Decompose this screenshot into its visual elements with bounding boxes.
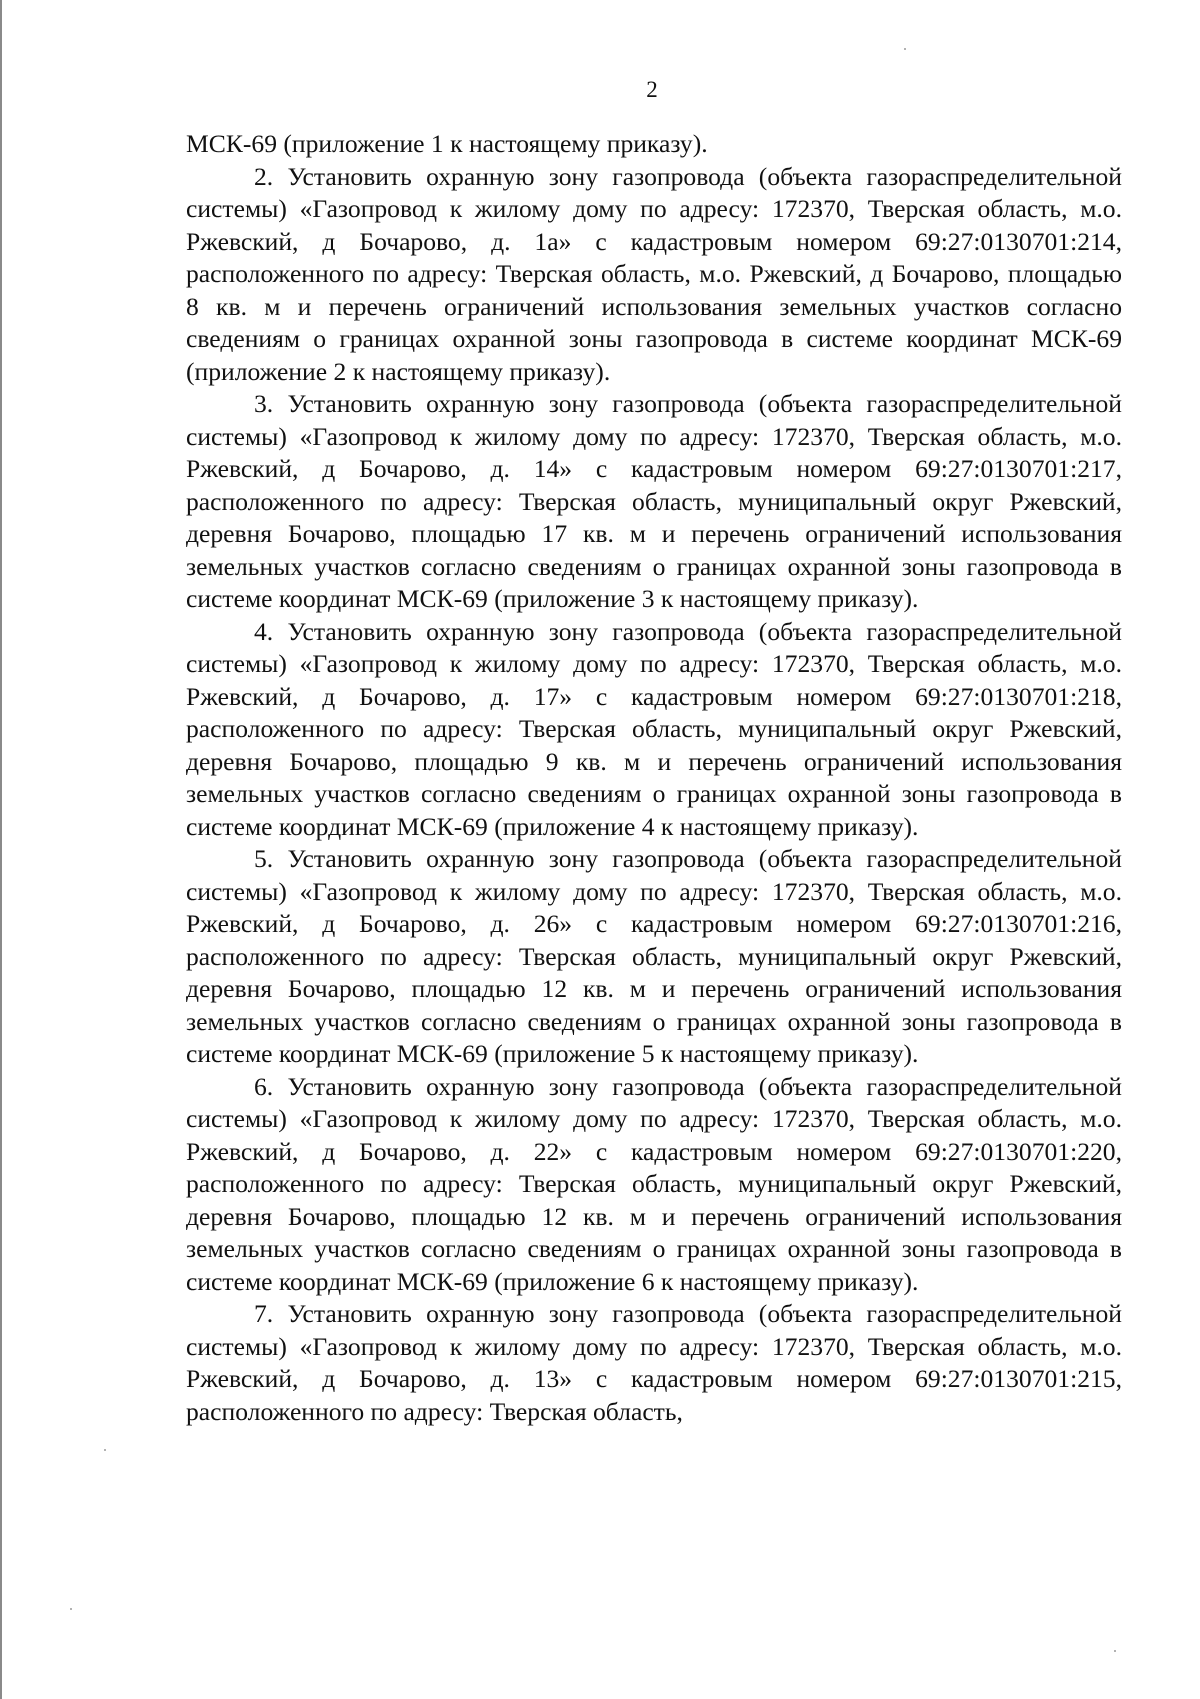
item-paragraph: 6. Установить охранную зону газопровода (объекта газораспределительной системы) «Газопровод к жилому дому по адресу: 172370, Тверская область, м.о. Ржевский, д Бочарово, д. 22» с кадастровым номером 69:27:0130701:220, расположенного по адресу: Тверская область, муниципальный округ Ржевский, деревня Бочарово, площадью 12 кв. м и перечень ограничений использования земельных участков согласно сведениям о границах охранной зоны газопровода в системе координат МСК-69 (приложение 6 к настоящему приказу).	[186, 1071, 1122, 1296]
item-paragraph: 7. Установить охранную зону газопровода (объекта газораспределительной системы) «Газопровод к жилому дому по адресу: 172370, Тверская область, м.о. Ржевский, д Бочарово, д. 13» с кадастровым номером 69:27:0130701:215, расположенного по адресу: Тверская область,	[186, 1299, 1122, 1426]
scan-edge	[0, 0, 2, 1699]
scan-speck	[104, 1449, 106, 1451]
scan-speck	[904, 48, 906, 50]
scan-speck	[70, 1608, 72, 1610]
item-paragraph: 5. Установить охранную зону газопровода (объекта газораспределительной системы) «Газопровод к жилому дому по адресу: 172370, Тверская область, м.о. Ржевский, д Бочарово, д. 26» с кадастровым номером 69:27:0130701:216, расположенного по адресу: Тверская область, муниципальный округ Ржевский, деревня Бочарово, площадью 12 кв. м и перечень ограничений использования земельных участков согласно сведениям о границах охранной зоны газопровода в системе координат МСК-69 (приложение 5 к настоящему приказу).	[186, 844, 1122, 1068]
item-paragraph: 3. Установить охранную зону газопровода (объекта газораспределительной системы) «Газопровод к жилому дому по адресу: 172370, Тверская область, м.о. Ржевский, д Бочарово, д. 14» с кадастровым номером 69:27:0130701:217, расположенного по адресу: Тверская область, муниципальный округ Ржевский, деревня Бочарово, площадью 17 кв. м и перечень ограничений использования земельных участков согласно сведениям о границах охранной зоны газопровода в системе координат МСК-69 (приложение 3 к настоящему приказу).	[186, 389, 1122, 613]
lead-fragment: МСК-69 (приложение 1 к настоящему приказу).	[186, 129, 708, 158]
page-number: 2	[646, 77, 658, 102]
scan-speck	[1114, 1650, 1116, 1652]
document-body	[186, 128, 1122, 1428]
item-paragraph: 4. Установить охранную зону газопровода (объекта газораспределительной системы) «Газопровод к жилому дому по адресу: 172370, Тверская область, м.о. Ржевский, д Бочарово, д. 17» с кадастровым номером 69:27:0130701:218, расположенного по адресу: Тверская область, муниципальный округ Ржевский, деревня Бочарово, площадью 9 кв. м и перечень ограничений использования земельных участков согласно сведениям о границах охранной зоны газопровода в системе координат МСК-69 (приложение 4 к настоящему приказу).	[186, 616, 1122, 841]
item-paragraph: 2. Установить охранную зону газопровода (объекта газораспределительной системы) «Газопровод к жилому дому по адресу: 172370, Тверская область, м.о. Ржевский, д Бочарово, д. 1а» с кадастровым номером 69:27:0130701:214, расположенного по адресу: Тверская область, м.о. Ржевский, д Бочарово, площадью 8 кв. м и перечень ограничений использования земельных участков согласно сведениям о границах охранной зоны газопровода в системе координат МСК-69 (приложение 2 к настоящему приказу).	[186, 161, 1122, 386]
